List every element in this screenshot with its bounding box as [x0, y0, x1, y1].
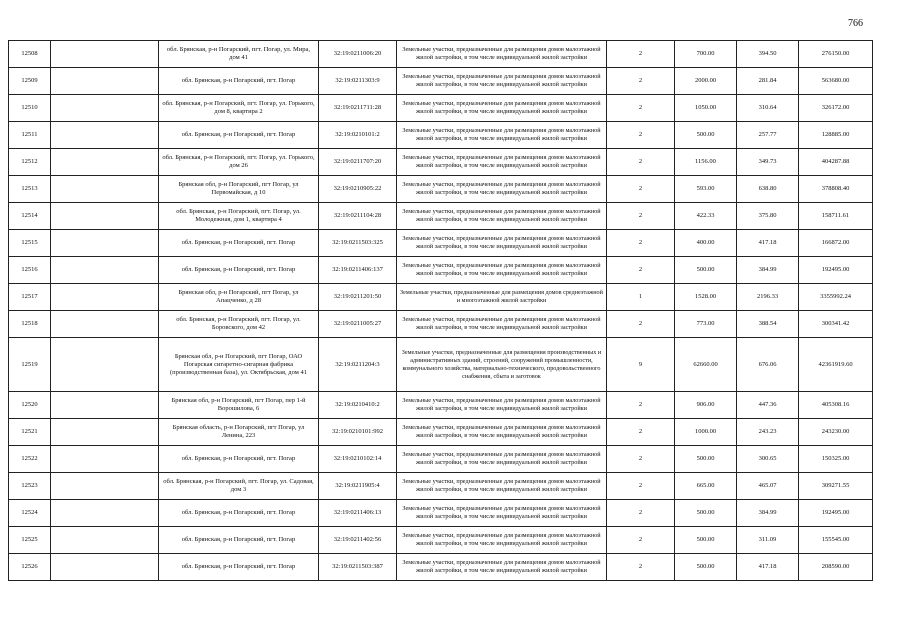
row-id: 12516 [9, 257, 51, 284]
table-body [9, 41, 873, 581]
table-row [9, 257, 873, 284]
land-use-cell: Земельные участки, предназначенные для размещения домов малоэтажной жилой застройки, в том числе индивидуальной жилой застройки [397, 392, 607, 419]
cadastral-number-cell: 32:19:0210905:22 [319, 176, 397, 203]
land-use-cell: Земельные участки, предназначенные для размещения домов малоэтажной жилой застройки, в том числе индивидуальной жилой застройки [397, 68, 607, 95]
group-cell: 2 [607, 473, 675, 500]
group-cell: 2 [607, 95, 675, 122]
table-row [9, 149, 873, 176]
cadastral-value-cell: 42361919.60 [799, 338, 873, 392]
group-cell: 2 [607, 446, 675, 473]
row-id: 12513 [9, 176, 51, 203]
cadastral-value-cell: 158711.61 [799, 203, 873, 230]
specific-value-cell: 311.09 [737, 527, 799, 554]
address-cell: обл. Брянская, р-н Погарский, пгт. Погар [159, 527, 319, 554]
land-use-cell: Земельные участки, предназначенные для размещения домов малоэтажной жилой застройки, в том числе индивидуальной жилой застройки [397, 122, 607, 149]
area-cell: 700.00 [675, 41, 737, 68]
table-row [9, 500, 873, 527]
area-cell: 1000.00 [675, 419, 737, 446]
cadastral-value-cell: 155545.00 [799, 527, 873, 554]
row-id: 12521 [9, 419, 51, 446]
spacer-cell [51, 284, 159, 311]
table-row [9, 284, 873, 311]
cadastral-number-cell: 32:19:0211406:137 [319, 257, 397, 284]
address-cell: Брянская обл, р-н Погарский, пгт Погар, ул Первомайская, д 10 [159, 176, 319, 203]
group-cell: 2 [607, 527, 675, 554]
table-row [9, 554, 873, 581]
land-use-cell: Земельные участки, предназначенные для размещения домов малоэтажной жилой застройки, в том числе индивидуальной жилой застройки [397, 176, 607, 203]
specific-value-cell: 417.18 [737, 554, 799, 581]
spacer-cell [51, 338, 159, 392]
page-number: 766 [848, 18, 863, 29]
spacer-cell [51, 203, 159, 230]
row-id: 12526 [9, 554, 51, 581]
group-cell: 2 [607, 500, 675, 527]
address-cell: обл. Брянская, р-н Погарский, пгт. Погар, ул. Боровского, дом 42 [159, 311, 319, 338]
area-cell: 500.00 [675, 446, 737, 473]
area-cell: 500.00 [675, 554, 737, 581]
group-cell: 2 [607, 311, 675, 338]
address-cell: обл. Брянская, р-н Погарский, пгт. Погар, ул. Мира, дом 41 [159, 41, 319, 68]
cadastral-number-cell: 32:19:0211711:28 [319, 95, 397, 122]
table-row [9, 203, 873, 230]
land-use-cell: Земельные участки, предназначенные для размещения домов среднеэтажной и многоэтажной жилой застройки [397, 284, 607, 311]
group-cell: 2 [607, 257, 675, 284]
area-cell: 62660.00 [675, 338, 737, 392]
specific-value-cell: 388.54 [737, 311, 799, 338]
land-use-cell: Земельные участки, предназначенные для размещения домов малоэтажной жилой застройки, в том числе индивидуальной жилой застройки [397, 149, 607, 176]
cadastral-number-cell: 32:19:0211204:3 [319, 338, 397, 392]
row-id: 12524 [9, 500, 51, 527]
spacer-cell [51, 122, 159, 149]
row-id: 12508 [9, 41, 51, 68]
spacer-cell [51, 446, 159, 473]
cadastral-value-cell: 128885.00 [799, 122, 873, 149]
specific-value-cell: 638.80 [737, 176, 799, 203]
area-cell: 1050.00 [675, 95, 737, 122]
address-cell: обл. Брянская, р-н Погарский, пгт. Погар, ул. Горького, дом 8, квартира 2 [159, 95, 319, 122]
cadastral-value-cell: 300341.42 [799, 311, 873, 338]
cadastral-number-cell: 32:19:0211406:13 [319, 500, 397, 527]
land-use-cell: Земельные участки, предназначенные для размещения домов малоэтажной жилой застройки, в том числе индивидуальной жилой застройки [397, 257, 607, 284]
address-cell: обл. Брянская, р-н Погарский, пгт. Погар, ул. Молодежная, дом 1, квартира 4 [159, 203, 319, 230]
area-cell: 665.00 [675, 473, 737, 500]
group-cell: 2 [607, 122, 675, 149]
group-cell: 2 [607, 392, 675, 419]
cadastral-value-cell: 208590.00 [799, 554, 873, 581]
land-register-table [8, 40, 873, 581]
spacer-cell [51, 554, 159, 581]
table-row [9, 41, 873, 68]
spacer-cell [51, 41, 159, 68]
area-cell: 1156.00 [675, 149, 737, 176]
cadastral-value-cell: 276150.00 [799, 41, 873, 68]
table-row [9, 527, 873, 554]
land-use-cell: Земельные участки, предназначенные для размещения домов малоэтажной жилой застройки, в том числе индивидуальной жилой застройки [397, 95, 607, 122]
table-row [9, 95, 873, 122]
address-cell: обл. Брянская, р-н Погарский, пгт. Погар, ул. Горького, дом 26 [159, 149, 319, 176]
table-row [9, 176, 873, 203]
table-row [9, 446, 873, 473]
cadastral-value-cell: 563680.00 [799, 68, 873, 95]
table-row [9, 338, 873, 392]
spacer-cell [51, 500, 159, 527]
land-use-cell: Земельные участки, предназначенные для размещения домов малоэтажной жилой застройки, в том числе индивидуальной жилой застройки [397, 203, 607, 230]
area-cell: 1528.00 [675, 284, 737, 311]
spacer-cell [51, 473, 159, 500]
address-cell: обл. Брянская, р-н Погарский, пгт. Погар [159, 257, 319, 284]
spacer-cell [51, 527, 159, 554]
cadastral-value-cell: 243230.00 [799, 419, 873, 446]
row-id: 12509 [9, 68, 51, 95]
address-cell: Брянская обл, р-н Погарский, пгт Погар, пер 1-й Ворошилова, 6 [159, 392, 319, 419]
cadastral-number-cell: 32:19:0211006:20 [319, 41, 397, 68]
row-id: 12518 [9, 311, 51, 338]
row-id: 12522 [9, 446, 51, 473]
land-use-cell: Земельные участки, предназначенные для размещения домов малоэтажной жилой застройки, в том числе индивидуальной жилой застройки [397, 446, 607, 473]
group-cell: 2 [607, 176, 675, 203]
spacer-cell [51, 419, 159, 446]
cadastral-value-cell: 166872.00 [799, 230, 873, 257]
cadastral-value-cell: 192495.00 [799, 257, 873, 284]
spacer-cell [51, 68, 159, 95]
cadastral-value-cell: 150325.00 [799, 446, 873, 473]
specific-value-cell: 243.23 [737, 419, 799, 446]
address-cell: Брянская область, р-н Погарский, пгт Погар, ул Ленина, 223 [159, 419, 319, 446]
address-cell: Брянская обл, р-н Погарский, пгт Погар, ОАО Погарская сигаретно-сигарная фабрика (производственная база), ул. Октябрьская, дом 41 [159, 338, 319, 392]
area-cell: 422.33 [675, 203, 737, 230]
spacer-cell [51, 311, 159, 338]
address-cell: обл. Брянская, р-н Погарский, пгт. Погар, ул. Садовая, дом 3 [159, 473, 319, 500]
cadastral-value-cell: 404287.88 [799, 149, 873, 176]
spacer-cell [51, 392, 159, 419]
cadastral-number-cell: 32:19:0211503:387 [319, 554, 397, 581]
spacer-cell [51, 95, 159, 122]
area-cell: 906.00 [675, 392, 737, 419]
group-cell: 2 [607, 554, 675, 581]
row-id: 12517 [9, 284, 51, 311]
row-id: 12511 [9, 122, 51, 149]
group-cell: 2 [607, 203, 675, 230]
area-cell: 500.00 [675, 122, 737, 149]
spacer-cell [51, 176, 159, 203]
address-cell: обл. Брянская, р-н Погарский, пгт. Погар [159, 446, 319, 473]
specific-value-cell: 465.07 [737, 473, 799, 500]
cadastral-value-cell: 326172.00 [799, 95, 873, 122]
land-use-cell: Земельные участки, предназначенные для размещения домов малоэтажной жилой застройки, в том числе индивидуальной жилой застройки [397, 500, 607, 527]
row-id: 12519 [9, 338, 51, 392]
row-id: 12514 [9, 203, 51, 230]
specific-value-cell: 281.84 [737, 68, 799, 95]
land-use-cell: Земельные участки, предназначенные для размещения домов малоэтажной жилой застройки, в том числе индивидуальной жилой застройки [397, 473, 607, 500]
group-cell: 1 [607, 284, 675, 311]
table-row [9, 122, 873, 149]
cadastral-number-cell: 32:19:0211104:28 [319, 203, 397, 230]
area-cell: 2000.00 [675, 68, 737, 95]
row-id: 12525 [9, 527, 51, 554]
address-cell: обл. Брянская, р-н Погарский, пгт. Погар [159, 554, 319, 581]
spacer-cell [51, 230, 159, 257]
area-cell: 593.00 [675, 176, 737, 203]
cadastral-number-cell: 32:19:0211005:27 [319, 311, 397, 338]
cadastral-value-cell: 3355992.24 [799, 284, 873, 311]
group-cell: 2 [607, 68, 675, 95]
specific-value-cell: 676.06 [737, 338, 799, 392]
address-cell: Брянская обл, р-н Погарский, пгт Погар, ул Апацченко, д 28 [159, 284, 319, 311]
area-cell: 500.00 [675, 527, 737, 554]
specific-value-cell: 310.64 [737, 95, 799, 122]
cadastral-number-cell: 32:19:0211303:9 [319, 68, 397, 95]
address-cell: обл. Брянская, р-н Погарский, пгт. Погар [159, 500, 319, 527]
group-cell: 9 [607, 338, 675, 392]
table-row [9, 68, 873, 95]
address-cell: обл. Брянская, р-н Погарский, пгт. Погар [159, 230, 319, 257]
specific-value-cell: 2196.33 [737, 284, 799, 311]
group-cell: 2 [607, 41, 675, 68]
table-row [9, 311, 873, 338]
cadastral-value-cell: 192495.00 [799, 500, 873, 527]
land-use-cell: Земельные участки, предназначенные для размещения домов малоэтажной жилой застройки, в том числе индивидуальной жилой застройки [397, 554, 607, 581]
cadastral-value-cell: 405308.16 [799, 392, 873, 419]
land-use-cell: Земельные участки, предназначенные для размещения домов малоэтажной жилой застройки, в том числе индивидуальной жилой застройки [397, 311, 607, 338]
cadastral-number-cell: 32:19:0211707:20 [319, 149, 397, 176]
row-id: 12520 [9, 392, 51, 419]
land-use-cell: Земельные участки, предназначенные для размещения домов малоэтажной жилой застройки, в том числе индивидуальной жилой застройки [397, 41, 607, 68]
cadastral-value-cell: 378808.40 [799, 176, 873, 203]
specific-value-cell: 300.65 [737, 446, 799, 473]
specific-value-cell: 257.77 [737, 122, 799, 149]
specific-value-cell: 384.99 [737, 500, 799, 527]
row-id: 12512 [9, 149, 51, 176]
cadastral-number-cell: 32:19:0211503:325 [319, 230, 397, 257]
row-id: 12510 [9, 95, 51, 122]
cadastral-value-cell: 309271.55 [799, 473, 873, 500]
cadastral-number-cell: 32:19:0210102:14 [319, 446, 397, 473]
land-use-cell: Земельные участки, предназначенные для размещения производственных и административных зданий, строений, сооружений промышленности, коммунального хозяйства, материально-технического, продовольственного снабжения, сбыта и заготовок [397, 338, 607, 392]
specific-value-cell: 375.80 [737, 203, 799, 230]
row-id: 12515 [9, 230, 51, 257]
spacer-cell [51, 149, 159, 176]
group-cell: 2 [607, 149, 675, 176]
group-cell: 2 [607, 419, 675, 446]
group-cell: 2 [607, 230, 675, 257]
area-cell: 400.00 [675, 230, 737, 257]
cadastral-number-cell: 32:19:0211201:50 [319, 284, 397, 311]
land-use-cell: Земельные участки, предназначенные для размещения домов малоэтажной жилой застройки, в том числе индивидуальной жилой застройки [397, 419, 607, 446]
specific-value-cell: 417.18 [737, 230, 799, 257]
table-row [9, 473, 873, 500]
table-row [9, 230, 873, 257]
table-row [9, 392, 873, 419]
area-cell: 773.00 [675, 311, 737, 338]
cadastral-number-cell: 32:19:0210101:2 [319, 122, 397, 149]
land-use-cell: Земельные участки, предназначенные для размещения домов малоэтажной жилой застройки, в том числе индивидуальной жилой застройки [397, 527, 607, 554]
cadastral-number-cell: 32:19:0210101:992 [319, 419, 397, 446]
table-row [9, 419, 873, 446]
row-id: 12523 [9, 473, 51, 500]
area-cell: 500.00 [675, 257, 737, 284]
specific-value-cell: 447.36 [737, 392, 799, 419]
specific-value-cell: 394.50 [737, 41, 799, 68]
cadastral-number-cell: 32:19:0211402:56 [319, 527, 397, 554]
address-cell: обл. Брянская, р-н Погарский, пгт. Погар [159, 68, 319, 95]
area-cell: 500.00 [675, 500, 737, 527]
cadastral-number-cell: 32:19:0211905:4 [319, 473, 397, 500]
address-cell: обл. Брянская, р-н Погарский, пгт. Погар [159, 122, 319, 149]
spacer-cell [51, 257, 159, 284]
cadastral-number-cell: 32:19:0210410:2 [319, 392, 397, 419]
specific-value-cell: 349.73 [737, 149, 799, 176]
specific-value-cell: 384.99 [737, 257, 799, 284]
land-use-cell: Земельные участки, предназначенные для размещения домов малоэтажной жилой застройки, в том числе индивидуальной жилой застройки [397, 230, 607, 257]
